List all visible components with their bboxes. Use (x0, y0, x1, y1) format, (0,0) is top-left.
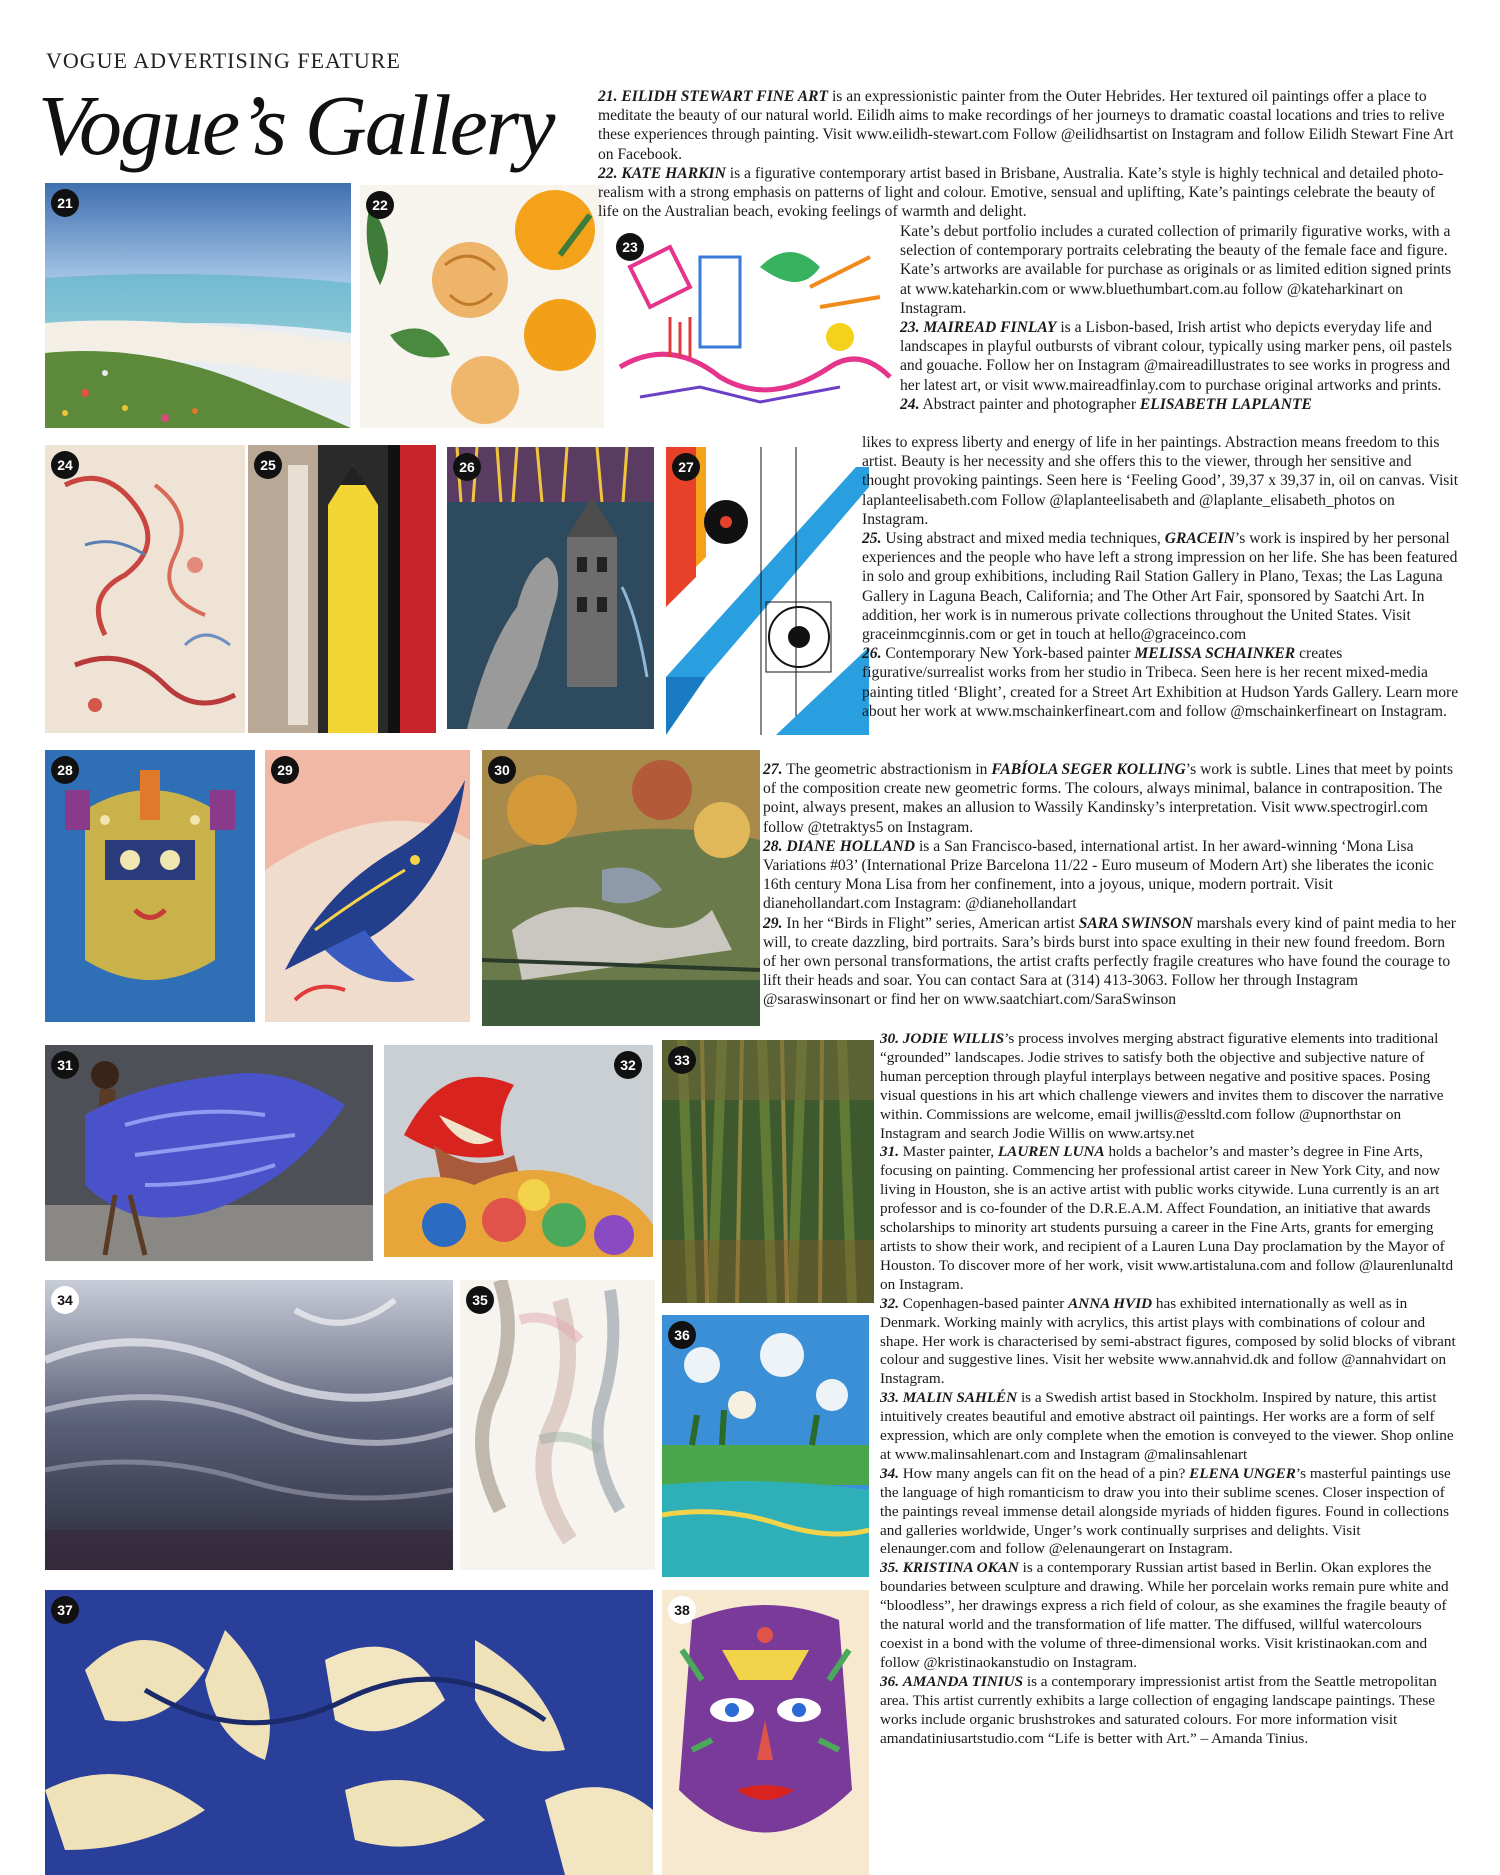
entry-text-lead: Abstract painter and photographer (919, 395, 1140, 413)
artwork-24-image (45, 445, 245, 733)
entry-text: marshals every kind of paint media to her will, to create dazzling, bird portraits. Sara’s birds burst into space exulting in their new found freedom. Born of her own personal transformations, the artist crafts perfectly fragile creatures who have found the courage to lift their heads and soar. You can contact Sara at (314) 413-3063. Follow her through Instagram @saraswinsonart or find her on www.saatchiart.com/SaraSwinson (763, 914, 1456, 1009)
feature-kicker: VOGUE ADVERTISING FEATURE (46, 48, 401, 73)
artwork-22-image (360, 185, 604, 428)
artwork-30 (482, 750, 760, 1026)
artwork-32 (384, 1045, 653, 1257)
artist-name: LAUREN LUNA (997, 1143, 1105, 1161)
artwork-number-32: 32 (614, 1051, 642, 1079)
artwork-number-22: 22 (366, 191, 394, 219)
artwork-27-image (666, 447, 869, 735)
artwork-number-27: 27 (672, 453, 700, 481)
artist-name: AMANDA TINIUS (902, 1672, 1024, 1690)
artwork-35-image (460, 1280, 655, 1570)
entry-text: ’s work is inspired by her personal experiences and the people who have left a strong impression on her life. She has been featured in solo and group exhibitions, including Rail Station Gallery in Plano, Texas; the Las Laguna Gallery in Laguna Beach, California; and The Other Art Fair, sponsored by Saatchi Art. In addition, her work is in numerous private collections throughout the United States. Visit graceinmcginnis.com or get in touch at hello@graceinco.com (862, 530, 1458, 644)
entry-number: 27. (763, 761, 783, 778)
artwork-number-29: 29 (271, 756, 299, 784)
entry-text: ’s work is subtle. Lines that meet by points of the composition create new geometric forms. The colours, always minimal, balance in contraposition. The point, always present, makes an allusion to Wassily Kandinsky’s interpretation. Visit www.spectrogirl.com follow @tetraktys5 on Instagram. (763, 761, 1454, 836)
artwork-24 (45, 445, 245, 733)
entry-text-lead: Using abstract and mixed media techniques, (881, 530, 1165, 548)
entry-number: 31. (880, 1143, 899, 1161)
entry-number: 26. (862, 645, 882, 663)
entry-number: 36. (880, 1672, 899, 1690)
artwork-37 (45, 1590, 653, 1875)
artist-name: KRISTINA OKAN (902, 1559, 1019, 1577)
entry-text: is a figurative contemporary artist based in Brisbane, Australia. Kate’s style is highly technical and detailed photo-realism with a strong emphasis on patterns of light and colour. Emotive, sensual and uplifting, Kate’s paintings celebrate the beauty of life on the Australian beach, evoking feelings of warmth and delight. (598, 164, 1444, 221)
entry-24-25-26 (862, 433, 1460, 721)
artist-name: MALIN SAHLÉN (902, 1389, 1018, 1407)
artwork-25-image (248, 445, 436, 733)
entry-number: 24. (900, 395, 920, 413)
entry-text-lead: Master painter, (898, 1143, 998, 1161)
artwork-26-image (447, 447, 654, 729)
entry-number: 35. (880, 1559, 899, 1577)
entry-text: is a Lisbon-based, Irish artist who depicts everyday life and landscapes in playful outbursts of vibrant colour, typically using marker pens, oil pastels and gouache. Follow her on Instagram @maireadillustrates to see works in progress and her latest art, or visit www.maireadfinlay.com to purchase original artworks and prints. (900, 319, 1452, 394)
artist-name: KATE HARKIN (621, 164, 726, 182)
entry-text: creates figurative/surrealist works from her studio in Tribeca. Seen here is her recent mixed-media painting titled ‘Blight’, created for a Street Art Exhibition at Hudson Yards Gallery. Learn more about her work at www.mschainkerfineart.com and follow @mschainkerfineart on Instagram. (862, 645, 1459, 720)
entry-27-28-29 (763, 760, 1460, 1010)
artist-name: SARA SWINSON (1078, 914, 1193, 932)
artwork-number-35: 35 (466, 1286, 494, 1314)
entry-text: is a San Francisco-based, international artist. In her award-winning ‘Mona Lisa Variations #03’ (International Prize Barcelona 11/22 - Euro museum of Modern Art) she liberates the iconic 16th century Mona Lisa from her confinement, into a joyous, unique, modern portrait. Visit dianehollandart.com Instagram: @dianehollandart (763, 837, 1434, 913)
artwork-25 (248, 445, 436, 733)
entry-number: 23. (900, 319, 920, 337)
entry-22-23-24 (900, 222, 1460, 414)
artwork-29 (265, 750, 470, 1022)
artwork-32-image (384, 1045, 653, 1257)
artwork-23 (610, 227, 893, 420)
artist-name: JODIE WILLIS (902, 1030, 1005, 1047)
artist-name: DIANE HOLLAND (786, 837, 916, 855)
entry-text: has exhibited internationally as well as in Denmark. Working mainly with acrylics, this artist plays with combinations of colour and shape. Her work is characterised by semi-abstract figures, composed by solid blocks of vibrant colour and suggestive lines. Visit her website www.annahvid.dk and follow @annahvidart on Instagram. (880, 1294, 1456, 1388)
artwork-29-image (265, 750, 470, 1022)
entry-number: 34. (880, 1464, 899, 1482)
entry-number: 22. (598, 164, 618, 182)
artwork-36 (662, 1315, 869, 1577)
artwork-number-30: 30 (488, 756, 516, 784)
artwork-23-image (610, 227, 893, 420)
artwork-35 (460, 1280, 655, 1570)
artwork-28 (45, 750, 255, 1022)
artist-name: ELENA UNGER (1189, 1464, 1296, 1482)
entry-text: is a Swedish artist based in Stockholm. Inspired by nature, this artist intuitively creates beautiful and emotive abstract oil paintings. Her works are a form of self expression, which are only complete when the emotion is conveyed to the viewer. Shop online at www.malinsahlenart.com and Instagram @malinsahlenart (880, 1389, 1454, 1463)
entry-number: 21. (598, 88, 618, 105)
entry-number: 25. (862, 530, 882, 548)
artwork-number-37: 37 (51, 1596, 79, 1624)
artwork-34 (45, 1280, 453, 1570)
entry-text: ’s process involves merging abstract figurative elements into traditional “grounded” landscapes. Jodie strives to satisfy both the objective and subjective nature of human perception through playful interplays between negative and positive spaces. Posing visual questions in his art which challenge viewers and invites them to discover the narrative within. Commissions are welcome, email jwillis@essltd.com follow @upnorthstar on Instagram and search Jodie Willis on www.artsy.net (880, 1030, 1444, 1142)
artist-name: MAIREAD FINLAY (923, 319, 1057, 337)
entry-21 (598, 87, 1458, 221)
artwork-number-25: 25 (254, 451, 282, 479)
entry-22-continued: Kate’s debut portfolio includes a curated collection of primarily figurative works, with a selection of contemporary portraits celebrating the beauty of the female face and figure. Kate’s artworks are available for purchase as originals or as limited edition signed prints at www.kateharkin.com or www.bluethumbart.com.au follow @kateharkinart on Instagram. (900, 223, 1452, 317)
artist-name: FABÍOLA SEGER KOLLING (991, 761, 1186, 778)
artwork-31-image (45, 1045, 373, 1261)
artwork-number-21: 21 (51, 189, 79, 217)
artwork-30-image (482, 750, 760, 1026)
artwork-26 (447, 447, 654, 729)
entry-text: ’s masterful paintings use the language of high romanticism to draw you into their sublime scenes. Closer inspection of the paintings reveal immense detail alongside myriads of hidden figures. Found in collections and galleries worldwide, Unger’s work continually surprises and delights. Visit elenaunger.com and follow @elenaungerart on Instagram. (880, 1464, 1451, 1558)
artwork-37-image (45, 1590, 653, 1875)
entry-text: is an expressionistic painter from the Outer Hebrides. Her textured oil paintings offer a place to meditate the beauty of our natural world. Eilidh aims to make recordings of her journeys to dramatic coastal locations and tries to relive these experiences through painting. Visit www.eilidh-stewart.com Follow @eilidhsartist on Instagram and follow Eilidh Stewart Fine Art on Facebook. (598, 88, 1454, 163)
entry-text: is a contemporary Russian artist based in Berlin. Okan explores the boundaries between sculpture and drawing. While her porcelain works remain pure white and “bloodless”, her drawings express a rich field of colour, as she examines the fragile beauty of the natural world and the transformation of life matter. The diffused, willful watercolours coexist in a bond with the volume of three-dimensional works. Visit kristinaokan.com and follow @kristinaokanstudio on Instagram. (880, 1559, 1449, 1671)
artwork-38-image (662, 1590, 869, 1875)
artwork-22 (360, 185, 604, 428)
entry-number: 30. (880, 1030, 899, 1047)
entry-30-to-36 (880, 1030, 1460, 1748)
entry-text-lead: Copenhagen-based painter (898, 1294, 1069, 1312)
artwork-28-image (45, 750, 255, 1022)
artwork-number-33: 33 (668, 1046, 696, 1074)
artist-name: EILIDH STEWART FINE ART (621, 88, 829, 105)
artwork-21-image (45, 183, 351, 428)
artwork-36-image (662, 1315, 869, 1577)
artist-name: GRACEIN (1164, 530, 1235, 548)
entry-text: likes to express liberty and energy of life in her paintings. Abstraction means freedom to this artist. Beauty is her necessity and she offers this to the viewer, through her sensitive and thought provoking paintings. Seen here is ‘Feeling Good’, 39,37 x 39,37 in, oil on canvas. Visit laplanteelisabeth.com Follow @laplanteelisabeth and @laplante_elisabeth_photos on Instagram. (862, 434, 1459, 528)
artwork-number-28: 28 (51, 756, 79, 784)
artwork-number-23: 23 (616, 233, 644, 261)
artwork-number-34: 34 (51, 1286, 79, 1314)
artwork-33-image (662, 1040, 874, 1303)
artwork-27 (666, 447, 869, 735)
artwork-34-image (45, 1280, 453, 1570)
artwork-38 (662, 1590, 869, 1875)
artwork-number-26: 26 (453, 453, 481, 481)
artist-name: ANNA HVID (1068, 1294, 1153, 1312)
artist-name: ELISABETH LAPLANTE (1139, 395, 1312, 413)
entry-number: 33. (880, 1389, 899, 1407)
artwork-number-38: 38 (668, 1596, 696, 1624)
artwork-33 (662, 1040, 874, 1303)
artwork-number-36: 36 (668, 1321, 696, 1349)
entry-text-lead: In her “Birds in Flight” series, American artist (782, 914, 1079, 932)
entry-text: holds a bachelor’s and master’s degree in Fine Arts, focusing on painting. Commencing her professional artist career in New York City, and now living in Houston, she is an active artist with public works citywide. Luna currently is an art professor and is co-founder of the D.R.E.A.M. Affect Foundation, an initiative that awards scholarships to minority art students pursuing a career in the Fine Arts, grants for emerging artists to show their work, and recipient of a Lauren Luna Day proclamation by the Mayor of Houston. To discover more of her work, visit www.artistaluna.com and follow @laurenlunaltd on Instagram. (880, 1143, 1454, 1293)
artwork-21 (45, 183, 351, 428)
entry-text-lead: The geometric abstractionism in (782, 761, 992, 778)
entry-text-lead: Contemporary New York-based painter (881, 645, 1135, 663)
artwork-number-31: 31 (51, 1051, 79, 1079)
entry-text-lead: How many angels can fit on the head of a pin? (898, 1464, 1190, 1482)
entry-number: 29. (763, 914, 783, 932)
page-title: Vogue’s Gallery (38, 77, 554, 173)
entry-number: 28. (763, 837, 783, 855)
artwork-number-24: 24 (51, 451, 79, 479)
entry-text: is a contemporary impressionist artist from the Seattle metropolitan area. This artist currently exhibits a large collection of engaging landscape paintings. These works include organic brushstrokes and saturated colours. For more information visit amandatiniusartstudio.com “Life is better with Art.” – Amanda Tinius. (880, 1672, 1437, 1747)
artwork-31 (45, 1045, 373, 1261)
entry-number: 32. (880, 1294, 899, 1312)
artist-name: MELISSA SCHAINKER (1134, 645, 1296, 663)
